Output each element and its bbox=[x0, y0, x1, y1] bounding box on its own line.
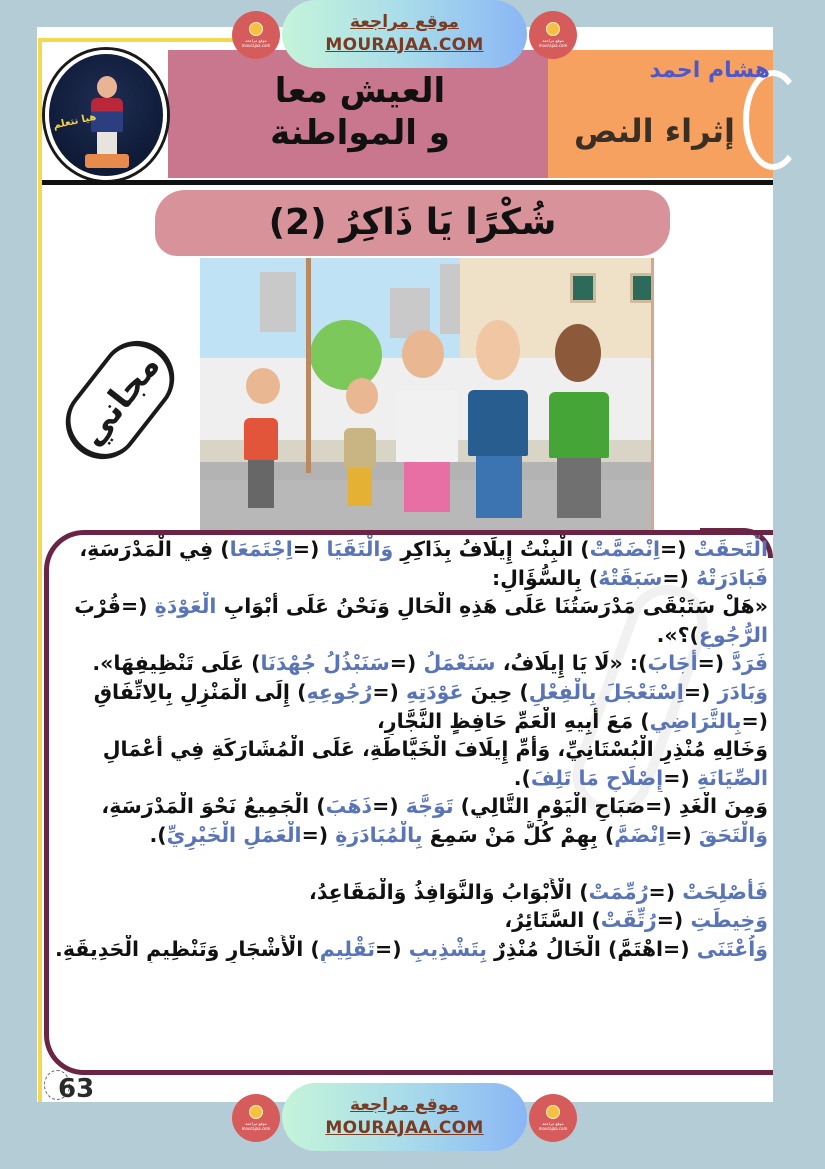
header-divider bbox=[42, 180, 773, 185]
unit-title-line-2: و المواطنة bbox=[270, 113, 450, 153]
passage-gap bbox=[50, 850, 772, 878]
site-logo-icon bbox=[546, 1105, 560, 1119]
passage-text-segment: ): «لَا يَا إِيلَافُ، bbox=[495, 651, 648, 676]
vocabulary-word: وَاُعْتَنَى bbox=[696, 936, 768, 961]
passage-text-segment: (= bbox=[662, 565, 697, 590]
vocabulary-word: ذَهَبَ bbox=[325, 794, 373, 819]
passage-text-segment: (= bbox=[389, 651, 424, 676]
passage-text-segment: (= bbox=[372, 794, 406, 819]
lesson-title: شُكْرًا يَا ذَاكِرُ (2) bbox=[268, 202, 557, 243]
passage-text-segment: ). bbox=[513, 765, 531, 790]
site-badge-right[interactable]: موقع مراجعة mourajaa.com bbox=[529, 11, 577, 59]
vocabulary-word: بِالْمُبَادَرَةِ bbox=[335, 822, 423, 847]
vocabulary-word: وَالْتَحَقَ bbox=[698, 822, 768, 847]
passage-line bbox=[50, 592, 772, 621]
passage-text-segment: ) الْبِنْتُ إِيلَافُ بِذَاكِرٍ bbox=[393, 537, 590, 561]
logo-text: هيا نتعلم bbox=[52, 111, 98, 132]
vocabulary-word: اِنْضَمَّ bbox=[614, 822, 666, 847]
passage-text-segment: ) إِلَى الْمَنْزِلِ بِالِاتِّفَاقِ bbox=[93, 679, 307, 704]
site-arabic-label[interactable]: موقع مراجعة bbox=[350, 1095, 459, 1115]
passage-text-segment: ) الْأَشْجَارِ وَتَنْظِيمِ الْحَدِيقَةِ. bbox=[55, 936, 320, 961]
passage-text-segment: (= bbox=[301, 822, 336, 847]
site-link-pill[interactable] bbox=[282, 0, 527, 68]
unit-title bbox=[200, 70, 520, 154]
site-watermark-top[interactable] bbox=[232, 0, 577, 70]
vocabulary-word: تَقْلِيمِ bbox=[319, 936, 376, 961]
passage-line bbox=[50, 764, 772, 793]
site-badge-left[interactable]: موقع مراجعة mourajaa.com bbox=[232, 1094, 280, 1142]
vocabulary-word: بِالتَّرَاضِي bbox=[649, 708, 742, 733]
passage-text-segment: (= bbox=[375, 936, 409, 961]
vocabulary-word: أَجَابَ bbox=[647, 651, 698, 676]
vocabulary-word: الْعَمَلِ الْخَيْرِيِّ bbox=[166, 822, 302, 847]
passage-line bbox=[50, 878, 772, 907]
passage-line bbox=[50, 621, 772, 650]
passage-text-segment: (= bbox=[656, 908, 691, 933]
passage-text-segment: (= bbox=[292, 537, 327, 561]
vocabulary-word: رُجُوعِهِ bbox=[306, 679, 373, 704]
decorative-arc bbox=[743, 70, 803, 170]
passage-text-segment: ) مَعَ أَبِيهِ الْعَمِّ حَافِظٍ النَّجَّارِ، bbox=[377, 708, 650, 733]
vocabulary-word: وَخِيطَتِ bbox=[690, 908, 768, 933]
site-url-link[interactable]: MOURAJAA.COM bbox=[325, 1118, 484, 1138]
passage-text-segment: (= bbox=[659, 537, 694, 561]
passage-text-segment: ) بِهِمْ كُلُّ مَنْ سَمِعَ bbox=[422, 822, 615, 847]
site-logo-icon bbox=[249, 22, 263, 36]
passage-text-segment: (=اهْتَمَّ) الْخَالُ مُنْذِرٌ bbox=[486, 936, 697, 961]
passage-text-segment: (= bbox=[665, 822, 699, 847]
site-url-link[interactable]: MOURAJAA.COM bbox=[325, 35, 484, 55]
passage-text-segment: ). bbox=[149, 822, 167, 847]
vocabulary-word: فَبَادَرَتْهُ bbox=[696, 565, 768, 590]
passage-text-segment: (= bbox=[741, 708, 768, 733]
vocabulary-word: وَبَادَرَ bbox=[717, 679, 768, 704]
passage-text-segment: ) حِينَ bbox=[463, 679, 529, 704]
passage-text-segment: (= bbox=[372, 679, 407, 704]
vocabulary-word: تَوَجَّهَ bbox=[405, 794, 454, 819]
site-badge-right[interactable]: موقع مراجعة mourajaa.com bbox=[529, 1094, 577, 1142]
passage-text-segment: وَمِنَ الْغَدِ (=صَبَاحِ الْيَوْمِ التَّالِي) bbox=[453, 794, 768, 819]
passage-text-segment: ) الْأَبْوَابُ وَالنَّوَافِذُ وَالْمَقَاعِدُ، bbox=[309, 879, 589, 904]
vocabulary-word: بِتَشْذِيبِ bbox=[408, 936, 487, 961]
passage-text-segment: ) الْجَمِيعُ نَحْوَ الْمَدْرَسَةِ، bbox=[101, 794, 326, 819]
passage-line bbox=[50, 935, 772, 964]
passage-text-segment: (= bbox=[663, 765, 697, 790]
passage-line bbox=[50, 535, 772, 564]
passage-text-segment: «هَلْ سَتَبْقَى مَدْرَسَتُنَا عَلَى هَذِهِ الْحَالِ وَنَحْنُ عَلَى أَبْوَابِ bbox=[216, 594, 768, 619]
passage-line bbox=[50, 906, 772, 935]
vocabulary-word: فَأُصْلِحَتْ bbox=[682, 879, 768, 904]
vocabulary-word: رُمِّمَتْ bbox=[588, 879, 649, 904]
vocabulary-word: اِجْتَمَعَا bbox=[229, 537, 293, 561]
section-label: إثراء النص bbox=[573, 112, 735, 150]
vocabulary-word: إِصْلَاحِ مَا تَلِفَ bbox=[530, 765, 664, 790]
page-left-border bbox=[38, 38, 42, 1102]
passage-line bbox=[50, 649, 772, 678]
tree-icon bbox=[310, 320, 382, 390]
vocabulary-word: اِنْضَمَّتْ bbox=[589, 537, 660, 561]
passage-line bbox=[50, 678, 772, 707]
passage-text-segment: ) السَّتَائِرُ، bbox=[504, 908, 601, 933]
site-watermark-bottom[interactable] bbox=[232, 1083, 577, 1153]
author-name: هشام احمد bbox=[649, 58, 770, 83]
vocabulary-word: عَوْدَتِهِ bbox=[406, 679, 464, 704]
vocabulary-word: الْعَوْدَةِ bbox=[154, 594, 217, 619]
passage-line bbox=[50, 564, 772, 593]
vocabulary-word: سَنَبْذُلُ جُهْدَنَا bbox=[260, 651, 390, 676]
unit-title-line-1: العيش معا bbox=[274, 71, 446, 111]
site-arabic-label[interactable]: موقع مراجعة bbox=[350, 12, 459, 32]
site-logo-icon bbox=[546, 22, 560, 36]
passage-text-segment: (= bbox=[697, 651, 732, 676]
passage-text-segment: ) بِالسُّؤَالِ: bbox=[491, 565, 599, 590]
site-badge-left[interactable]: موقع مراجعة mourajaa.com bbox=[232, 11, 280, 59]
passage-line bbox=[50, 792, 772, 821]
passage-text-segment: (=قُرْبَ bbox=[74, 594, 155, 619]
channel-logo bbox=[45, 50, 167, 180]
vocabulary-word: اِسْتَعْجَلَ بِالْفِعْلِ bbox=[528, 679, 684, 704]
page-number: 63 bbox=[58, 1074, 95, 1104]
passage-text-segment: ) فِي الْمَدْرَسَةِ، bbox=[79, 537, 230, 561]
utility-pole bbox=[306, 258, 311, 473]
site-logo-icon bbox=[249, 1105, 263, 1119]
vocabulary-word: رُتِّقَتْ bbox=[600, 908, 657, 933]
stamp-label: مجاني bbox=[71, 346, 169, 454]
passage-line bbox=[50, 707, 772, 736]
passage-text bbox=[50, 535, 772, 963]
passage-text-segment: (= bbox=[648, 879, 683, 904]
vocabulary-word: الرُّجُوعِ bbox=[698, 622, 768, 647]
vocabulary-word: سَبَقَتْهُ bbox=[598, 565, 663, 590]
vocabulary-word: وَالْتَقَيَا bbox=[326, 537, 394, 561]
passage-text-segment: (= bbox=[683, 679, 718, 704]
site-link-pill[interactable] bbox=[282, 1083, 527, 1151]
vocabulary-word: الْتَحقَتْ bbox=[693, 537, 768, 561]
passage-text-segment: وَخَالِهِ مُنْذِرٍ الْبُسْتَانِيِّ، وَأُمِّ إِيلَافَ الْخَيَّاطَةِ، عَلَى الْمُشَارَكَةِ فِي أَعْمَالِ bbox=[102, 737, 768, 762]
passage-text-segment: ) عَلَى تَنْظِيفِهَا». bbox=[92, 651, 261, 676]
vocabulary-word: سَنَعْمَلُ bbox=[423, 651, 496, 676]
story-illustration bbox=[200, 258, 654, 530]
vocabulary-word: فَرَدَّ bbox=[731, 651, 768, 676]
passage-line bbox=[50, 735, 772, 764]
passage-text-segment: )؟». bbox=[656, 622, 699, 647]
passage-line bbox=[50, 821, 772, 850]
vocabulary-word: الصِّيَانَةِ bbox=[696, 765, 768, 790]
